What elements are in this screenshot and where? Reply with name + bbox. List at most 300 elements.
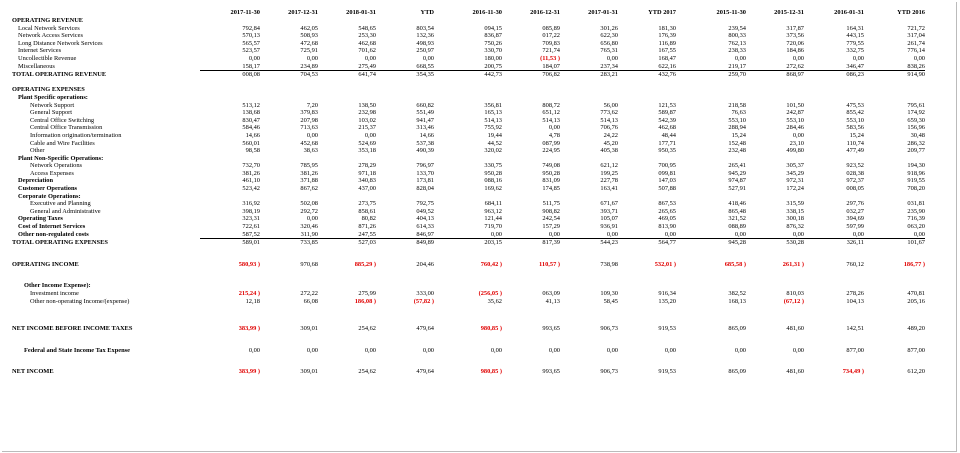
value-cell: 242,87 xyxy=(786,109,804,117)
value-cell: 779,55 xyxy=(846,39,864,47)
value-cell: 371,88 xyxy=(300,177,318,185)
value-cell: 186,08 ) xyxy=(354,297,376,305)
value-cell xyxy=(746,193,804,201)
value-cell: 867,62 xyxy=(300,185,318,193)
row-label: Information origination/termination xyxy=(30,131,122,139)
value-cell: 381,26 xyxy=(242,169,260,177)
value-cell xyxy=(200,94,260,102)
value-cell: 405,38 xyxy=(600,147,618,155)
row-label: Other xyxy=(30,147,45,155)
column-header: 2017-12-31 xyxy=(288,9,318,16)
value-cell: 049,52 xyxy=(416,207,434,215)
value-cell: 785,95 xyxy=(300,162,318,170)
value-cell: 796,97 xyxy=(416,162,434,170)
value-cell: 914,90 xyxy=(864,71,925,79)
value-cell: 855,42 xyxy=(846,109,864,117)
value-cell: 239,54 xyxy=(728,24,746,32)
value-cell xyxy=(376,155,434,163)
value-cell: 199,25 xyxy=(600,169,618,177)
value-cell: 0,00 xyxy=(490,346,502,354)
value-cell: 622,16 xyxy=(658,62,676,70)
row-label: OPERATING EXPENSES xyxy=(12,86,85,94)
value-cell: 305,37 xyxy=(786,162,804,170)
value-cell: 716,39 xyxy=(907,215,925,223)
value-cell: 087,99 xyxy=(542,139,560,147)
value-cell: 394,69 xyxy=(846,215,864,223)
value-cell: 479,64 xyxy=(416,325,434,333)
value-cell: 865,48 xyxy=(728,207,746,215)
spacer-cell xyxy=(0,305,925,325)
row-label: Central Office Switching xyxy=(30,116,95,124)
value-cell: 941,47 xyxy=(416,116,434,124)
value-cell xyxy=(746,282,804,290)
value-cell: 532,01 ) xyxy=(654,260,676,268)
table-row xyxy=(0,193,925,201)
value-cell xyxy=(260,17,318,25)
value-cell: 116,89 xyxy=(658,39,676,47)
value-cell: 867,53 xyxy=(658,200,676,208)
spacer-cell xyxy=(0,354,925,368)
value-cell: 172,24 xyxy=(786,185,804,193)
value-cell: 094,15 xyxy=(484,24,502,32)
value-cell: 204,46 xyxy=(416,260,434,268)
value-cell: 286,32 xyxy=(907,139,925,147)
value-cell: 028,38 xyxy=(846,169,864,177)
table-row xyxy=(0,147,925,155)
row-label: TOTAL OPERATING EXPENSES xyxy=(12,238,108,246)
table-body xyxy=(0,17,925,376)
value-cell xyxy=(318,193,376,201)
row-label: Internet Services xyxy=(18,47,62,55)
value-cell: 273,75 xyxy=(358,200,376,208)
value-cell: 919,55 xyxy=(907,177,925,185)
row-label: Cable and Wire Facilities xyxy=(30,139,95,147)
value-cell xyxy=(746,17,804,25)
table-row xyxy=(0,132,925,140)
value-cell: 0,00 xyxy=(306,131,318,139)
value-cell: 589,87 xyxy=(658,109,676,117)
value-cell: 45,20 xyxy=(603,139,618,147)
value-cell: 088,16 xyxy=(484,177,502,185)
value-cell xyxy=(376,94,434,102)
table-row xyxy=(0,109,925,117)
value-cell: 333,00 xyxy=(416,290,434,297)
value-cell: 121,44 xyxy=(484,215,502,223)
value-cell xyxy=(502,17,560,25)
value-cell: 147,03 xyxy=(658,177,676,185)
value-cell: 511,75 xyxy=(542,200,560,208)
row-label: Miscellaneous xyxy=(18,62,55,70)
value-cell: 008,05 xyxy=(846,185,864,193)
value-cell: 008,08 xyxy=(200,71,260,79)
value-cell: 80,82 xyxy=(361,215,376,223)
value-cell: 98,58 xyxy=(245,147,260,155)
value-cell xyxy=(376,193,434,201)
value-cell: (57,82 ) xyxy=(413,297,434,305)
value-cell: 919,53 xyxy=(658,368,676,376)
table-row xyxy=(0,239,925,247)
value-cell: 338,15 xyxy=(786,207,804,215)
value-cell xyxy=(746,94,804,102)
value-cell: 0,00 xyxy=(306,215,318,223)
value-cell xyxy=(200,155,260,163)
value-cell: 597,99 xyxy=(846,223,864,231)
row-label: Network Access Services xyxy=(18,32,83,40)
value-cell: 0,00 xyxy=(664,346,676,354)
value-cell xyxy=(804,17,864,25)
value-cell: 186,77 ) xyxy=(903,260,925,268)
column-header: 2015-12-31 xyxy=(774,9,804,16)
value-cell: 885,29 ) xyxy=(354,260,376,268)
table-row xyxy=(0,32,925,40)
value-cell: 12,18 xyxy=(245,297,260,305)
value-cell: 265,65 xyxy=(658,207,676,215)
value-cell: 320,46 xyxy=(300,223,318,231)
value-cell xyxy=(618,86,676,94)
value-cell: 203,15 xyxy=(434,239,502,247)
value-cell xyxy=(376,86,434,94)
value-cell: 0,00 xyxy=(734,54,746,62)
value-cell xyxy=(676,155,746,163)
value-cell: 865,09 xyxy=(728,368,746,376)
value-cell: 156,96 xyxy=(907,124,925,132)
value-cell: 651,12 xyxy=(542,109,560,117)
value-cell xyxy=(318,282,376,290)
value-cell: 720,06 xyxy=(786,39,804,47)
value-cell: 105,07 xyxy=(600,215,618,223)
value-cell xyxy=(676,193,746,201)
value-cell: 234,89 xyxy=(300,62,318,70)
value-cell: 614,33 xyxy=(416,223,434,231)
value-cell xyxy=(804,155,864,163)
row-label: Federal and State Income Tax Expense xyxy=(24,346,130,354)
value-cell xyxy=(376,282,434,290)
value-cell xyxy=(746,155,804,163)
value-cell xyxy=(560,155,618,163)
value-cell: 063,20 xyxy=(907,223,925,231)
value-cell: 157,29 xyxy=(542,223,560,231)
value-cell: 498,93 xyxy=(416,39,434,47)
value-cell: 0,00 xyxy=(248,346,260,354)
value-cell: 656,80 xyxy=(600,39,618,47)
value-cell: 0,00 xyxy=(306,54,318,62)
value-cell: 800,33 xyxy=(728,32,746,40)
value-cell: 432,76 xyxy=(618,71,676,79)
value-cell: 0,00 xyxy=(364,54,376,62)
value-cell: 313,46 xyxy=(416,124,434,132)
value-cell: 452,68 xyxy=(300,139,318,147)
value-cell: 507,88 xyxy=(658,185,676,193)
value-cell: 580,93 ) xyxy=(238,260,260,268)
value-cell: 205,16 xyxy=(907,297,925,305)
table-row xyxy=(0,71,925,79)
value-cell: 508,93 xyxy=(300,32,318,40)
value-cell xyxy=(864,94,925,102)
value-cell: 481,60 xyxy=(786,325,804,333)
value-cell: (256,05 ) xyxy=(478,290,502,297)
value-cell: 167,55 xyxy=(658,47,676,55)
value-cell: 437,00 xyxy=(358,185,376,193)
value-cell: 292,72 xyxy=(300,207,318,215)
value-cell xyxy=(560,282,618,290)
value-cell: 109,30 xyxy=(600,290,618,297)
value-cell: 530,28 xyxy=(746,239,804,247)
value-cell: 238,33 xyxy=(728,47,746,55)
row-label: Access Expenses xyxy=(30,169,74,177)
value-cell: 659,30 xyxy=(907,116,925,124)
value-cell: 254,62 xyxy=(358,325,376,333)
value-cell: 523,57 xyxy=(242,47,260,55)
value-cell: 0,00 xyxy=(792,131,804,139)
value-cell: 404,13 xyxy=(416,215,434,223)
row-label: TOTAL OPERATING REVENUE xyxy=(12,70,107,78)
value-cell: 235,90 xyxy=(907,207,925,215)
value-cell: 469,05 xyxy=(658,215,676,223)
value-cell: 713,63 xyxy=(300,124,318,132)
value-cell: 514,13 xyxy=(600,116,618,124)
value-cell: 356,81 xyxy=(484,101,502,109)
value-cell xyxy=(804,94,864,102)
value-cell xyxy=(560,94,618,102)
value-cell: 725,91 xyxy=(300,47,318,55)
value-cell: 346,47 xyxy=(846,62,864,70)
value-cell: 180,00 xyxy=(484,54,502,62)
value-cell: 158,17 xyxy=(242,62,260,70)
value-cell: 242,54 xyxy=(542,215,560,223)
value-cell: 865,09 xyxy=(728,325,746,333)
value-cell: 514,13 xyxy=(484,116,502,124)
value-cell: 250,97 xyxy=(416,47,434,55)
value-cell xyxy=(502,155,560,163)
table-row xyxy=(0,94,925,102)
value-cell: 259,70 xyxy=(676,71,746,79)
value-cell: 470,81 xyxy=(907,290,925,297)
value-cell: 209,77 xyxy=(907,147,925,155)
value-cell: 254,62 xyxy=(358,368,376,376)
value-cell: 475,53 xyxy=(846,101,864,109)
value-cell: 750,26 xyxy=(484,39,502,47)
value-cell: 950,28 xyxy=(542,169,560,177)
row-label: OPERATING INCOME xyxy=(12,260,79,268)
value-cell: 323,31 xyxy=(242,215,260,223)
value-cell: 219,17 xyxy=(728,62,746,70)
value-cell: 373,56 xyxy=(786,32,804,40)
value-cell: 317,87 xyxy=(786,24,804,32)
value-cell: 176,39 xyxy=(658,32,676,40)
value-cell: 831,09 xyxy=(542,177,560,185)
value-cell: 19,44 xyxy=(487,131,502,139)
value-cell: 622,30 xyxy=(600,32,618,40)
value-cell: 974,87 xyxy=(728,177,746,185)
value-cell: 0,00 xyxy=(792,54,804,62)
value-cell: 215,24 ) xyxy=(238,290,260,297)
value-cell xyxy=(746,86,804,94)
value-cell: 297,76 xyxy=(846,200,864,208)
value-cell: 803,54 xyxy=(416,24,434,32)
value-cell: 0,00 xyxy=(734,346,746,354)
value-cell: 542,39 xyxy=(658,116,676,124)
value-cell: 138,50 xyxy=(358,101,376,109)
value-cell: 773,62 xyxy=(600,109,618,117)
value-cell: 017,22 xyxy=(542,32,560,40)
table-row xyxy=(0,347,925,355)
value-cell: 906,73 xyxy=(600,368,618,376)
value-cell xyxy=(676,86,746,94)
value-cell: 272,62 xyxy=(786,62,804,70)
table-row xyxy=(0,162,925,170)
value-cell: 442,73 xyxy=(434,71,502,79)
value-cell: 970,68 xyxy=(300,260,318,268)
value-cell xyxy=(260,86,318,94)
value-cell: 876,32 xyxy=(786,223,804,231)
column-header: 2018-01-31 xyxy=(346,9,376,16)
value-cell: 553,10 xyxy=(728,116,746,124)
value-cell: 963,12 xyxy=(484,207,502,215)
value-cell: 15,24 xyxy=(849,131,864,139)
value-cell: 181,30 xyxy=(658,24,676,32)
value-cell: 382,52 xyxy=(728,290,746,297)
value-cell xyxy=(434,282,502,290)
value-cell: 719,70 xyxy=(484,223,502,231)
value-cell: 564,77 xyxy=(618,239,676,247)
row-label: Plant Specific operations: xyxy=(18,93,88,101)
value-cell xyxy=(318,17,376,25)
value-cell: 340,83 xyxy=(358,177,376,185)
value-cell: 099,81 xyxy=(658,169,676,177)
value-cell: 685,58 ) xyxy=(724,260,746,268)
value-cell: 0,00 xyxy=(606,54,618,62)
column-header: YTD 2016 xyxy=(897,9,925,16)
value-cell: 41,13 xyxy=(545,297,560,305)
value-cell: 207,98 xyxy=(300,116,318,124)
spacer-row xyxy=(0,354,925,368)
value-cell: 443,15 xyxy=(846,32,864,40)
value-cell: 489,20 xyxy=(907,325,925,333)
value-cell: 684,11 xyxy=(484,200,502,208)
value-cell xyxy=(200,86,260,94)
value-cell: 668,55 xyxy=(416,62,434,70)
table-row xyxy=(0,200,925,208)
value-cell xyxy=(804,282,864,290)
table-row xyxy=(0,47,925,55)
value-cell: 164,31 xyxy=(846,24,864,32)
value-cell xyxy=(502,94,560,102)
value-cell: 278,29 xyxy=(358,162,376,170)
value-cell: 031,81 xyxy=(907,200,925,208)
value-cell: 477,49 xyxy=(846,147,864,155)
value-cell: 810,03 xyxy=(786,290,804,297)
value-cell: 0,00 xyxy=(548,124,560,132)
value-cell: 499,80 xyxy=(786,147,804,155)
column-header: YTD 2017 xyxy=(648,9,676,16)
value-cell: 0,00 xyxy=(734,230,746,238)
value-cell xyxy=(502,193,560,201)
table-row xyxy=(0,86,925,94)
value-cell: 701,62 xyxy=(358,47,376,55)
value-cell: 462,68 xyxy=(358,39,376,47)
row-label: Uncollectible Revenue xyxy=(18,54,77,62)
value-cell: 641,74 xyxy=(318,71,376,79)
value-cell: 152,48 xyxy=(728,139,746,147)
row-label: Depreciation xyxy=(18,177,54,185)
row-label: Corporate Operations: xyxy=(18,192,81,200)
value-cell: 30,48 xyxy=(910,131,925,139)
row-label: Customer Operations xyxy=(18,185,77,193)
value-cell: 316,92 xyxy=(242,200,260,208)
row-label: Other Income Expense): xyxy=(24,282,91,290)
value-cell xyxy=(864,86,925,94)
value-cell: 0,00 xyxy=(422,346,434,354)
value-cell: 032,27 xyxy=(846,207,864,215)
value-cell: 135,20 xyxy=(658,297,676,305)
value-cell: 398,19 xyxy=(242,207,260,215)
value-cell: 0,00 xyxy=(664,230,676,238)
row-label: General and Administrative xyxy=(30,207,101,215)
table-row xyxy=(0,298,925,306)
table-row xyxy=(0,368,925,376)
value-cell: 544,23 xyxy=(560,239,618,247)
value-cell: 300,18 xyxy=(786,215,804,223)
table-row xyxy=(0,282,925,290)
value-cell xyxy=(318,94,376,102)
value-cell: 734,49 ) xyxy=(842,368,864,376)
value-cell: 379,83 xyxy=(300,109,318,117)
value-cell: 184,86 xyxy=(786,47,804,55)
spacer-row xyxy=(0,268,925,282)
value-cell: 218,58 xyxy=(728,101,746,109)
value-cell: 275,99 xyxy=(358,290,376,297)
column-header: 2016-12-31 xyxy=(530,9,560,16)
table-row xyxy=(0,177,925,185)
value-cell: 524,69 xyxy=(358,139,376,147)
value-cell xyxy=(434,17,502,25)
value-cell: 132,36 xyxy=(416,32,434,40)
value-cell: 706,82 xyxy=(502,71,560,79)
value-cell: 58,45 xyxy=(603,297,618,305)
value-cell: 993,65 xyxy=(542,368,560,376)
value-cell: 808,72 xyxy=(542,101,560,109)
value-cell xyxy=(864,155,925,163)
value-cell xyxy=(376,17,434,25)
value-cell: 945,28 xyxy=(676,239,746,247)
value-cell: 261,74 xyxy=(907,39,925,47)
value-cell xyxy=(676,282,746,290)
row-label: Executive and Planning xyxy=(30,200,91,208)
value-cell xyxy=(260,94,318,102)
table-row xyxy=(0,55,925,63)
value-cell: 66,08 xyxy=(303,297,318,305)
value-cell: 950,28 xyxy=(484,169,502,177)
value-cell: 760,42 ) xyxy=(480,260,502,268)
value-cell: 163,41 xyxy=(600,185,618,193)
value-cell: 749,08 xyxy=(542,162,560,170)
spacer-cell xyxy=(0,247,925,261)
value-cell: 309,01 xyxy=(300,325,318,333)
value-cell: 513,12 xyxy=(242,101,260,109)
value-cell: 0,00 xyxy=(422,54,434,62)
value-cell: 945,29 xyxy=(728,169,746,177)
value-cell: 0,00 xyxy=(852,54,864,62)
value-cell xyxy=(618,17,676,25)
value-cell: 232,98 xyxy=(358,109,376,117)
value-cell: 0,00 xyxy=(490,230,502,238)
value-cell: 138,68 xyxy=(242,109,260,117)
row-label: Other non-operating Income/(expense) xyxy=(30,297,130,305)
value-cell: 908,82 xyxy=(542,207,560,215)
income-statement-table xyxy=(0,9,925,376)
value-cell: 918,96 xyxy=(907,169,925,177)
table-row xyxy=(0,140,925,148)
